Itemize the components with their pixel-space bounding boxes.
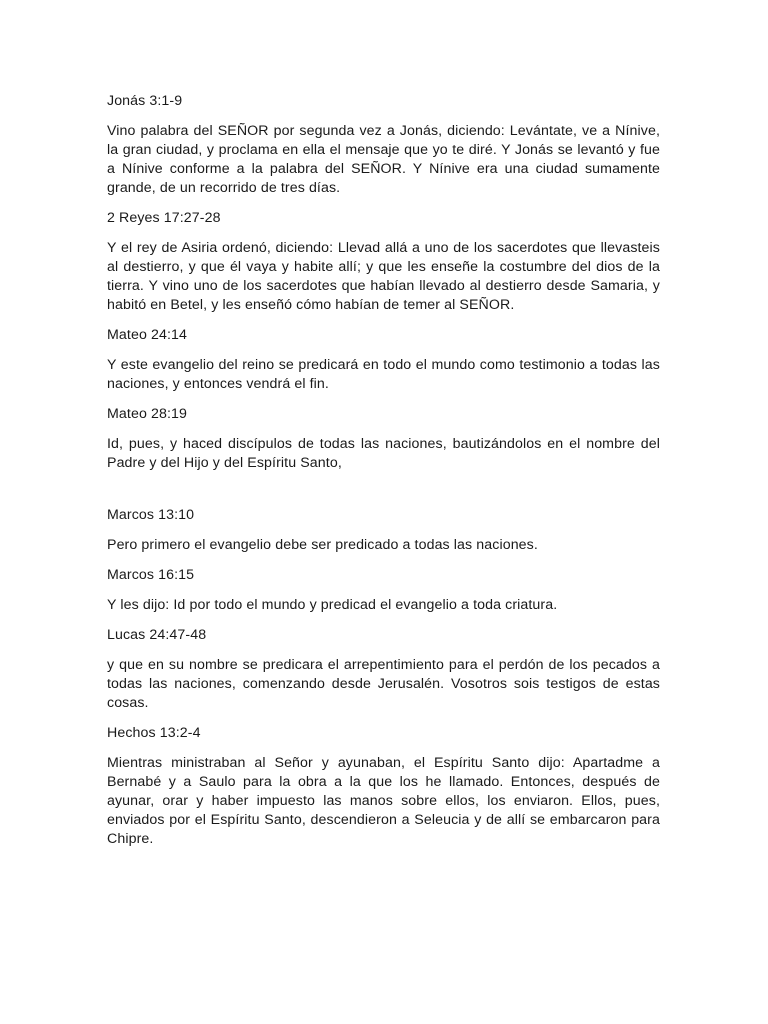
verse-text: Y el rey de Asiria ordenó, diciendo: Llevad allá a uno de los sacerdotes que llevasteis al destierro, y que él vaya y habite allí; y que les enseñe la costumbre del dios de la tierra. Y vino uno de los sacerdotes que habían llevado al destierro desde Samaria, y habitó en Betel, y les enseñó cómo habían de temer al SEÑOR. [107, 240, 660, 313]
verse-reference: Marcos 16:15 [107, 567, 195, 583]
verse-text: y que en su nombre se predicara el arrepentimiento para el perdón de los pecados a todas las naciones, comenzando desde Jerusalén. Vosotros sois testigos de estas cosas. [107, 657, 660, 711]
verse-reference: Hechos 13:2-4 [107, 725, 201, 741]
verse-text: Y este evangelio del reino se predicará en todo el mundo como testimonio a todas las naciones, y entonces vendrá el fin. [107, 357, 660, 392]
verse-text: Y les dijo: Id por todo el mundo y predicad el evangelio a toda criatura. [107, 597, 558, 613]
verse-reference: Mateo 24:14 [107, 327, 187, 343]
verse-text: Vino palabra del SEÑOR por segunda vez a Jonás, diciendo: Levántate, ve a Nínive, la gran ciudad, y proclama en ella el mensaje que yo te diré. Y Jonás se levantó y fue a Nínive conforme a la palabra del SEÑOR. Y Nínive era una ciudad sumamente grande, de un recorrido de tres días. [107, 123, 660, 196]
verse-text: Id, pues, y haced discípulos de todas las naciones, bautizándolos en el nombre del Padre y del Hijo y del Espíritu Santo, [107, 436, 660, 471]
verse-text: Mientras ministraban al Señor y ayunaban, el Espíritu Santo dijo: Apartadme a Bernabé y a Saulo para la obra a la que los he llamado. Entonces, después de ayunar, orar y haber impuesto las manos sobre ellos, los enviaron. Ellos, pues, enviados por el Espíritu Santo, descendieron a Seleucia y de allí se embarcaron para Chipre. [107, 755, 660, 847]
verse-reference: Mateo 28:19 [107, 406, 187, 422]
verse-text: Pero primero el evangelio debe ser predicado a todas las naciones. [107, 537, 538, 553]
verse-reference: 2 Reyes 17:27-28 [107, 210, 221, 226]
blank-line [107, 484, 660, 506]
document-page [107, 92, 660, 860]
verse-reference: Jonás 3:1-9 [107, 93, 183, 109]
verse-reference: Lucas 24:47-48 [107, 627, 207, 643]
verse-reference: Marcos 13:10 [107, 507, 195, 523]
